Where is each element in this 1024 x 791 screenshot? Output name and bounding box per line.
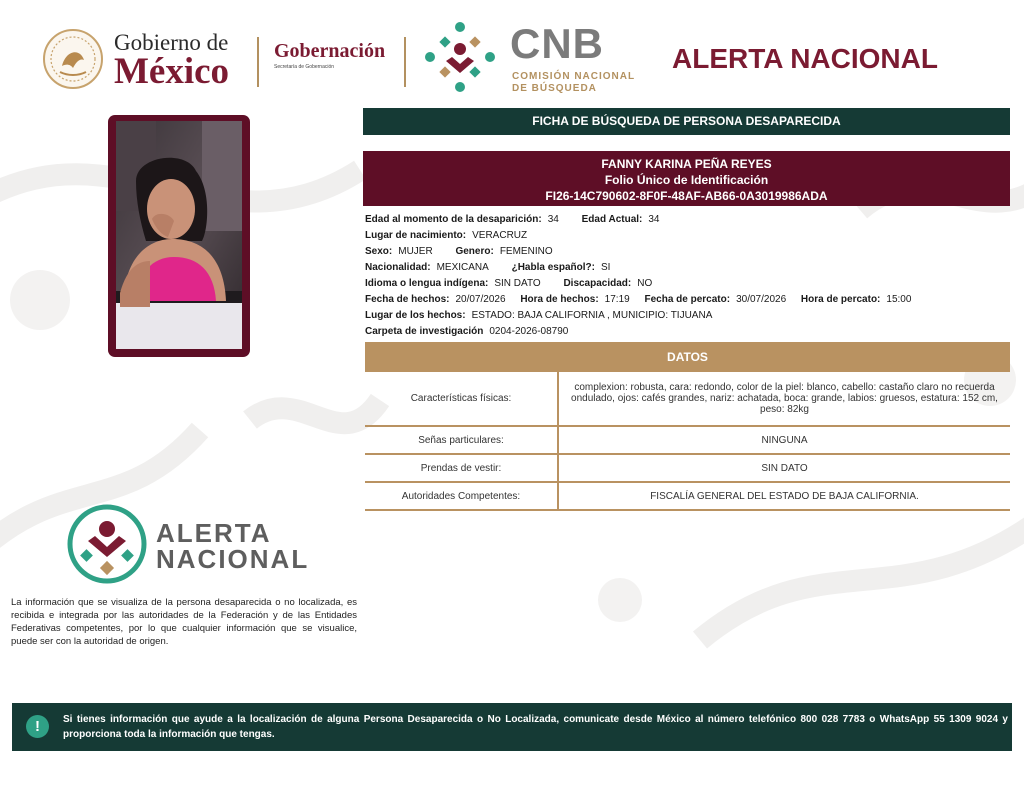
fecha-percato-label: Fecha de percato: [644,294,731,305]
hora-hechos-value: 17:19 [604,294,630,305]
idioma-label: Idioma o lengua indígena: [365,278,489,289]
row-label: Señas particulares: [365,426,558,454]
hora-percato-label: Hora de percato: [800,294,881,305]
carpeta-label: Carpeta de investigación [365,326,484,337]
info-row-idioma [365,276,1015,292]
cnb-emblem-icon [420,17,500,97]
person-photo [116,121,242,349]
fecha-hechos-label: Fecha de hechos: [365,294,450,305]
row-value: NINGUNA [558,426,1010,454]
sexo-label: Sexo: [365,246,393,257]
gobierno-de-mexico-logo [42,26,257,90]
header-divider [257,37,259,87]
row-label: Autoridades Competentes: [365,482,558,510]
edad-actual-label: Edad Actual: [581,214,643,225]
info-row-lugar-hechos [365,308,1015,324]
gobernacion-title: Gobernación [274,40,386,62]
footer-banner [12,703,1012,751]
carpeta-value: 0204-2026-08790 [489,326,569,337]
hora-hechos-label: Hora de hechos: [520,294,599,305]
fecha-percato-value: 30/07/2026 [736,294,787,305]
sexo-value: MUJER [398,246,433,257]
national-seal-icon [42,28,104,90]
info-row-nacimiento [365,228,1015,244]
datos-title-bar: DATOS [365,342,1010,372]
row-label: Características físicas: [365,372,558,426]
cnb-subtitle-line2: DE BÚSQUEDA [512,83,597,94]
info-row-edad [365,212,1015,228]
gobierno-line2: México [114,51,230,92]
info-row-fechas [365,292,1015,308]
info-row-nacionalidad [365,260,1015,276]
hora-percato-value: 15:00 [886,294,912,305]
row-value: SIN DATO [558,454,1010,482]
edad-desaparicion-label: Edad al momento de la desaparición: [365,214,542,225]
alerta-nacional-emblem-icon [66,503,148,585]
datos-table [365,372,1010,511]
ficha-title-bar: FICHA DE BÚSQUEDA DE PERSONA DESAPARECIDA [363,108,1010,135]
row-value: FISCALÍA GENERAL DEL ESTADO DE BAJA CALIFORNIA. [558,482,1010,510]
person-header [363,151,1010,206]
folio-value: FI26-14C790602-8F0F-48AF-AB66-0A3019986ADA [545,189,828,203]
alerta-nacional-wordmark [156,520,309,572]
table-row [365,454,1010,482]
gobernacion-logo [274,40,385,70]
exclamation-icon: ! [26,715,49,738]
alerta-word-line1: ALERTA [156,518,272,548]
disclaimer-text: La información que se visualiza de la persona desaparecida o no localizada, es recibida e integrada por las autoridades de la Federación y de las Entidades Federativas competentes, por lo que cualquier información que se visualice, puede ser con la autoridad de origen. [11,597,357,647]
lugar-hechos-label: Lugar de los hechos: [365,310,466,321]
row-label: Prendas de vestir: [365,454,558,482]
table-row [365,482,1010,510]
alerta-nacional-title: ALERTA NACIONAL [672,43,938,74]
row-value: complexion: robusta, cara: redondo, color de la piel: blanco, cabello: castaño claro no recuerda ondulado, ojos: cafés grandes, nariz: achatada, boca: grande, labios: gruesos, estatura: 152 cm, peso: 82kg [558,372,1010,426]
lugar-hechos-value: ESTADO: BAJA CALIFORNIA , MUNICIPIO: TIJUANA [471,310,713,321]
idioma-value: SIN DATO [494,278,541,289]
genero-label: Genero: [455,246,494,257]
discapacidad-value: NO [637,278,653,289]
edad-actual-value: 34 [648,214,660,225]
lugar-nacimiento-label: Lugar de nacimiento: [365,230,467,241]
info-row-sexo [365,244,1015,260]
habla-espanol-value: SI [600,262,611,273]
fecha-hechos-value: 20/07/2026 [455,294,506,305]
info-row-carpeta [365,324,1015,340]
cnb-title: CNB [510,20,604,67]
table-row [365,426,1010,454]
discapacidad-label: Discapacidad: [563,278,632,289]
genero-value: FEMENINO [499,246,553,257]
alerta-word-line2: NACIONAL [156,544,310,574]
lugar-nacimiento-value: VERACRUZ [472,230,528,241]
folio-label: Folio Único de Identificación [604,173,769,187]
cnb-subtitle-line1: COMISIÓN NACIONAL [512,71,636,82]
person-info [365,212,1015,340]
nacionalidad-value: MEXICANA [436,262,489,273]
header-divider [404,37,406,87]
table-row [365,372,1010,426]
gobierno-line1: Gobierno de [114,30,229,55]
nacionalidad-label: Nacionalidad: [365,262,431,273]
gobernacion-subtitle: Secretaría de Gobernación [274,64,335,70]
person-name: FANNY KARINA PEÑA REYES [601,157,772,171]
footer-text: Si tienes información que ayude a la localización de alguna Persona Desaparecida o No Localizada, comunicate desde México al número telefónico 800 028 7783 o WhatsApp 55 1309 9024 y proporciona toda la información que tengas. [63,714,1008,740]
edad-desaparicion-value: 34 [547,214,559,225]
habla-espanol-label: ¿Habla español?: [511,262,595,273]
cnb-subtitle [512,71,635,95]
